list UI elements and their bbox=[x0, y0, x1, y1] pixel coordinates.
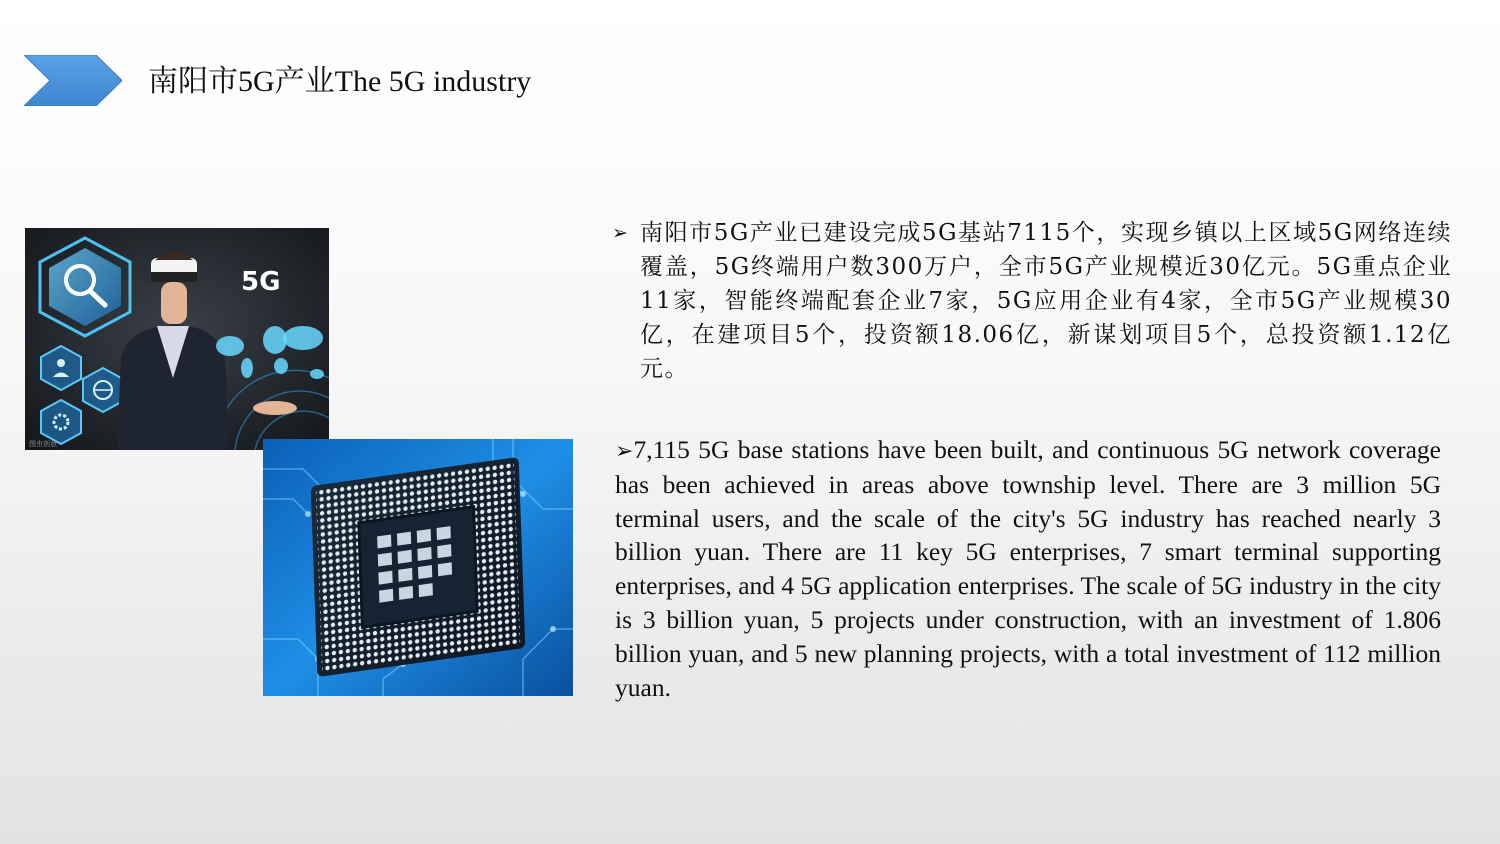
bullet-arrow-icon: ➢ bbox=[612, 222, 630, 244]
5g-label: 5G bbox=[241, 267, 281, 297]
watermark-text: 图虫创意 bbox=[29, 440, 57, 448]
chevron-right-icon bbox=[24, 55, 122, 106]
page-title: 南阳市5G产业The 5G industry bbox=[148, 65, 532, 98]
bullet-chinese-paragraph bbox=[612, 216, 1452, 386]
english-paragraph-text: 7,115 5G base stations have been built, and continuous 5G network coverage has been achieved in areas above township level. There are 3 million 5G terminal users, and the scale of the city's 5G industry has reached nearly 3 billion yuan. There are 11 key 5G enterprises, 7 smart terminal supporting enterprises, and 4 5G application enterprises. The scale of 5G industry in the city is 3 billion yuan, 5 projects under construction, with an investment of 1.806 billion yuan, and 5 new planning projects, with a total investment of 112 million yuan. bbox=[615, 435, 1441, 702]
chinese-paragraph-text: 南阳市5G产业已建设完成5G基站7115个，实现乡镇以上区域5G网络连续覆盖，5G终端用户数300万户，全市5G产业规模近30亿元。5G重点企业11家，智能终端配套企业7家，5G应用企业有4家，全市5G产业规模30亿，在建项目5个，投资额18.06亿，新谋划项目5个，总投资额1.12亿元。 bbox=[640, 220, 1453, 382]
cpu-chip-photo bbox=[263, 439, 573, 696]
bullet-arrow-icon: ➢ bbox=[615, 438, 634, 463]
vr-5g-photo bbox=[25, 228, 329, 450]
bullet-english-paragraph bbox=[615, 433, 1441, 704]
